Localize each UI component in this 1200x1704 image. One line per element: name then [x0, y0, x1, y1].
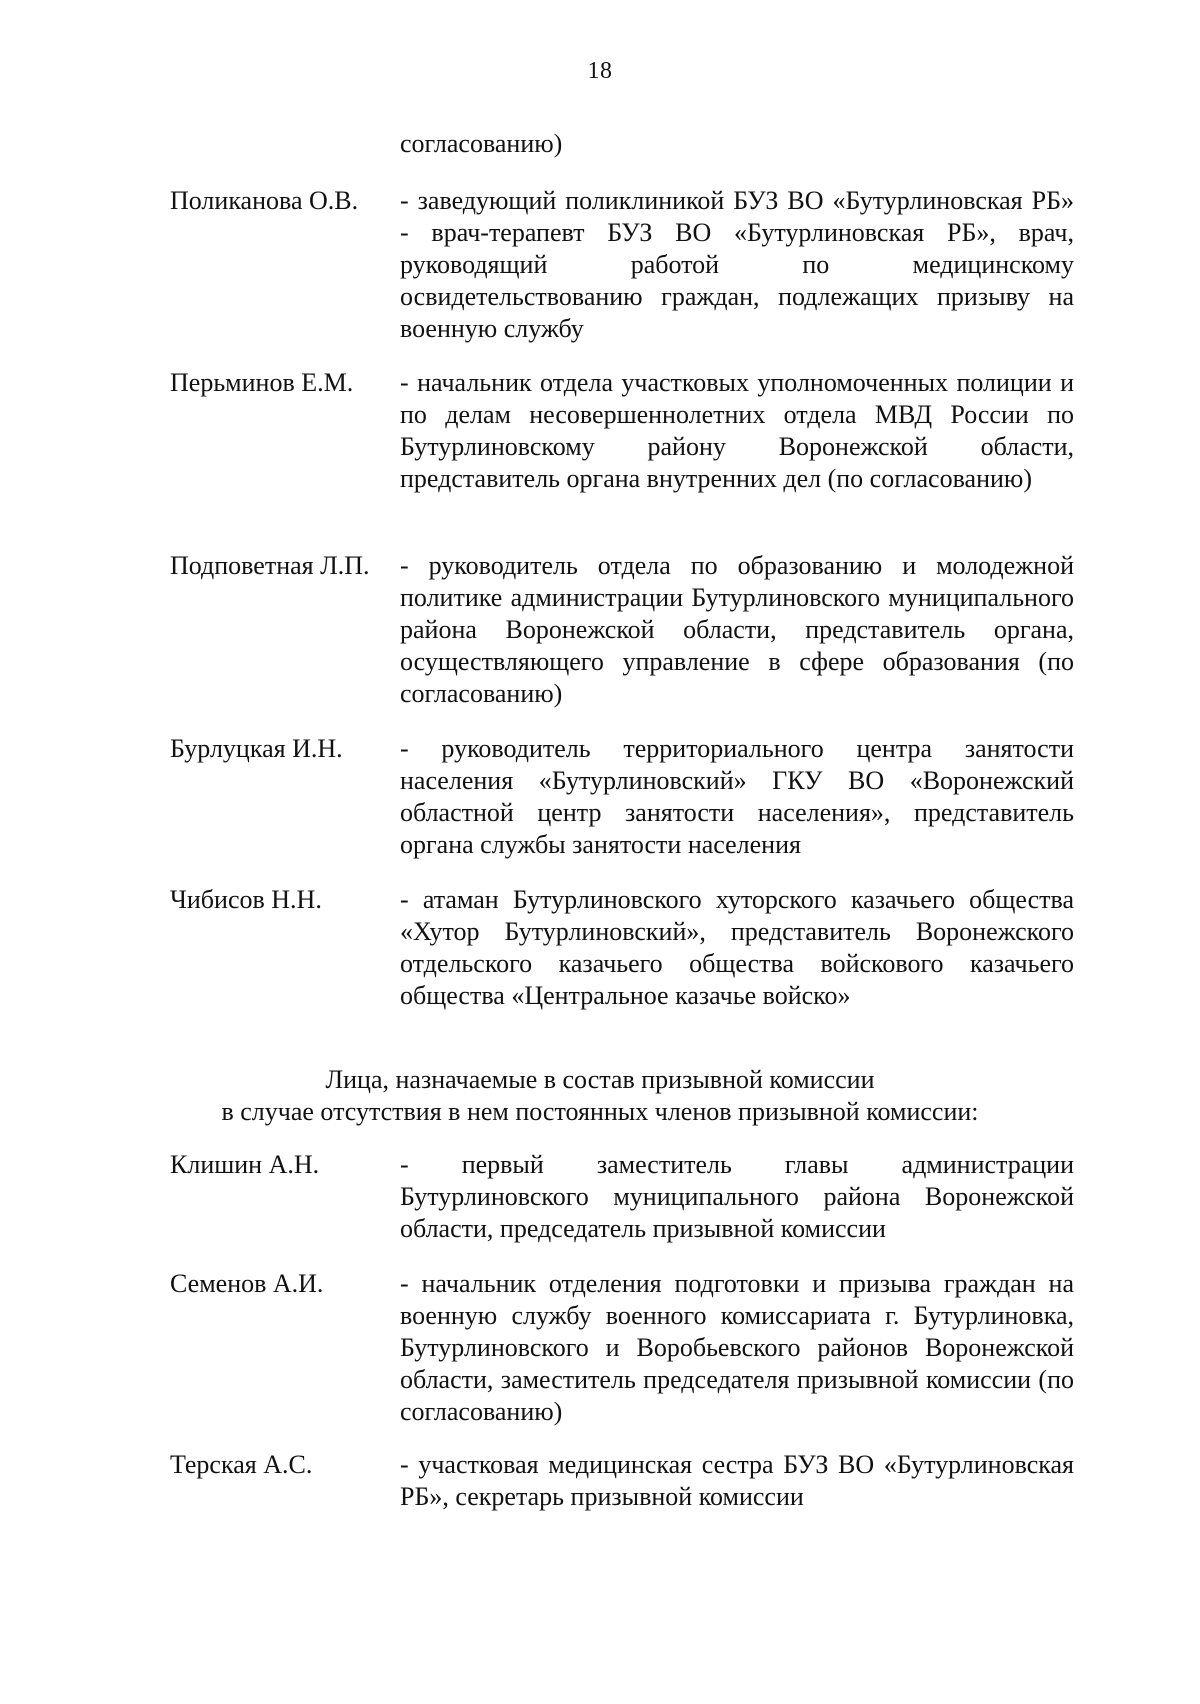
page-number: 18	[587, 58, 613, 84]
member-name: Чибисов Н.Н.	[170, 885, 322, 914]
member-name: Подповетная Л.П.	[170, 551, 370, 580]
member-name: Перьминов Е.М.	[170, 368, 354, 397]
member-description: - начальник отдела участковых уполномоченных полиции и по делам несовершеннолетних отдела МВД России по Бутурлиновскому району Воронежской области, представитель органа внутренних дел (по согласованию)	[400, 368, 1074, 493]
member-description: - заведующий поликлиникой БУЗ ВО «Бутурлиновская РБ» - врач-терапевт БУЗ ВО «Бутурлиновская РБ», врач, руководящий работой по медицинскому освидетельствованию граждан, подлежащих призыву на военную службу	[400, 186, 1074, 343]
reserve-heading-line-2: в случае отсутствия в нем постоянных членов призывной комиссии:	[221, 1097, 979, 1126]
reserve-member-description: - участковая медицинская сестра БУЗ ВО «Бутурлиновская РБ», секретарь призывной комиссии	[400, 1450, 1074, 1511]
reserve-member-name: Клишин А.Н.	[170, 1150, 320, 1179]
reserve-member-name: Терская А.С.	[170, 1450, 313, 1479]
member-name: Бурлуцкая И.Н.	[170, 734, 343, 763]
member-description: - атаман Бутурлиновского хуторского казачьего общества «Хутор Бутурлиновский», представитель Воронежского отдельского казачьего общества войскового казачьего общества «Центральное казачье войско»	[400, 885, 1074, 1010]
reserve-member-description: - первый заместитель главы администрации Бутурлиновского муниципального района Воронежской области, председатель призывной комиссии	[400, 1150, 1074, 1243]
reserve-section-heading	[0, 1064, 1200, 1128]
member-description: - руководитель отдела по образованию и молодежной политике администрации Бутурлиновского муниципального района Воронежской области, представитель органа, осуществляющего управление в сфере образования (по согласованию)	[400, 551, 1074, 708]
continuation-text: согласованию)	[400, 129, 563, 158]
member-description: - руководитель территориального центра занятости населения «Бутурлиновский» ГКУ ВО «Воронежский областной центр занятости населения», представитель органа службы занятости населения	[400, 734, 1074, 859]
reserve-member-name: Семенов А.И.	[170, 1269, 324, 1298]
reserve-member-description: - начальник отделения подготовки и призыва граждан на военную службу военного комиссариата г. Бутурлиновка, Бутурлиновского и Воробьевского районов Воронежской области, заместитель председателя призывной комиссии (по согласованию)	[400, 1269, 1074, 1426]
member-name: Поликанова О.В.	[170, 186, 359, 215]
reserve-heading-line-1: Лица, назначаемые в состав призывной комиссии	[325, 1065, 875, 1094]
